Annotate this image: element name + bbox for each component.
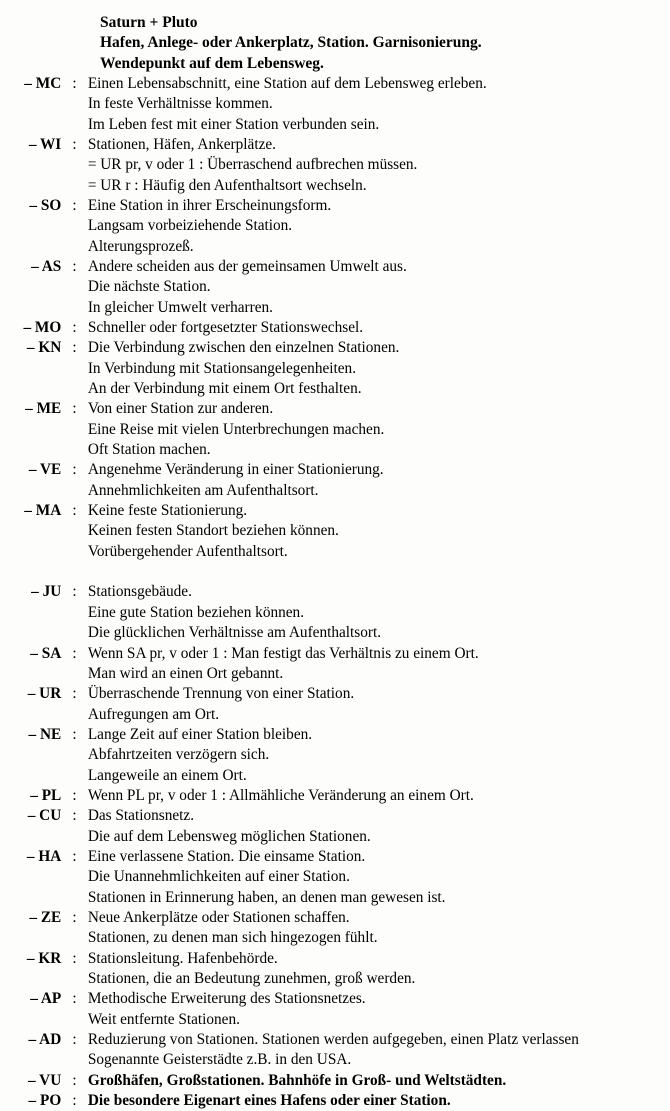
entry-colon: : [72, 1071, 77, 1089]
entry-text-line: Sogenannte Geisterstädte z.B. in den USA. [87, 1051, 352, 1069]
entry-text-line: Stationen, die an Bedeutung zunehmen, groß werden. [87, 970, 416, 988]
entry-colon: : [72, 400, 77, 418]
entry-key: – SA [30, 644, 62, 662]
table-row [0, 1091, 670, 1111]
entry-text-line: Abfahrtzeiten verzögern sich. [87, 746, 270, 764]
entry-text-line: Angenehme Veränderung in einer Stationierung. [87, 461, 384, 479]
entry-text-line: In feste Verhältnisse kommen. [87, 95, 273, 113]
entry-text-line: In Verbindung mit Stationsangelegenheiten. [87, 359, 357, 377]
page-title [0, 0, 670, 74]
entry-key: – WI [28, 135, 62, 153]
entry-text-line: Langsam vorbeiziehende Station. [87, 217, 293, 235]
entry-text-line: = UR r : Häufig den Aufenthaltsort wechseln. [87, 176, 367, 194]
title-line-1: Saturn + Pluto [100, 14, 198, 31]
entry-text [88, 786, 670, 806]
entry-text [88, 949, 670, 990]
entry-text-line: Methodische Erweiterung des Stationsnetzes. [87, 990, 366, 1008]
entry-text [88, 847, 670, 908]
entry-text [88, 989, 670, 1030]
entry-colon: : [72, 461, 77, 479]
table-row [0, 786, 670, 806]
entry-text-line: Die glücklichen Verhältnisse am Aufenthaltsort. [87, 624, 382, 642]
table-row [0, 196, 670, 257]
entry-text-line: Reduzierung von Stationen. Stationen werden aufgegeben, einen Platz verlassen [87, 1031, 579, 1049]
entry-text-line: Stationsleitung. Hafenbehörde. [87, 949, 278, 967]
table-row [0, 501, 670, 562]
table-row [0, 684, 670, 725]
entry-text-line: Weit entfernte Stationen. [87, 1010, 240, 1028]
table-row [0, 949, 670, 990]
entry-key: – ME [25, 400, 62, 418]
entry-text [88, 908, 670, 949]
entry-spacer-cell [0, 562, 670, 582]
entry-text-line: Einen Lebensabschnitt, eine Station auf dem Lebensweg erleben. [87, 74, 487, 92]
entry-text-line: Keine feste Stationierung. [87, 502, 248, 520]
entry-text-line: Schneller oder fortgesetzter Stationswechsel. [87, 319, 364, 337]
entry-text [88, 74, 670, 135]
table-row [0, 318, 670, 338]
entry-text [88, 684, 670, 725]
entry-colon: : [72, 725, 77, 743]
entry-colon: : [72, 1031, 77, 1049]
entry-colon: : [72, 583, 77, 601]
entry-key: – AD [28, 1031, 62, 1049]
entry-text [88, 725, 670, 786]
entry-colon: : [72, 1092, 77, 1110]
entry-text-line: Stationen in Erinnerung haben, an denen man gewesen ist. [87, 888, 446, 906]
entry-text [88, 582, 670, 643]
table-row [0, 1030, 670, 1071]
entry-text-line: Man wird an einen Ort gebannt. [87, 664, 284, 682]
entry-colon: : [72, 949, 77, 967]
table-row [0, 847, 670, 908]
entry-text-line: = UR pr, v oder 1 : Überraschend aufbrechen müssen. [87, 156, 418, 174]
entry-colon: : [72, 74, 77, 92]
title-line-2: Hafen, Anlege- oder Ankerplatz, Station. Garnisonierung. [100, 34, 482, 52]
table-row [0, 806, 670, 847]
entry-text [88, 318, 670, 338]
title-line-3: Wendepunkt auf dem Lebensweg. [100, 54, 324, 72]
entry-key: – MC [24, 74, 62, 92]
entry-text-line: In gleicher Umwelt verharren. [87, 298, 273, 316]
entry-text-line: Oft Station machen. [87, 441, 211, 459]
table-row [0, 989, 670, 1030]
entry-colon: : [72, 135, 77, 153]
entry-text [88, 501, 670, 562]
entry-colon: : [72, 502, 77, 520]
entry-text-line: Langeweile an einem Ort. [87, 766, 247, 784]
table-row [0, 582, 670, 643]
entry-text-line: Im Leben fest mit einer Station verbunden sein. [87, 115, 380, 133]
entry-key: – CU [27, 807, 62, 825]
entry-text [88, 338, 670, 399]
entry-text [88, 806, 670, 847]
table-row [0, 74, 670, 135]
entry-key: – PO [28, 1092, 62, 1110]
entry-colon: : [72, 339, 77, 357]
table-row [0, 460, 670, 501]
entry-text [88, 460, 670, 501]
entry-text [88, 1091, 670, 1111]
entry-colon: : [72, 847, 77, 865]
entry-text [88, 399, 670, 460]
entry-colon: : [72, 908, 77, 926]
entry-text-line: Das Stationsnetz. [87, 807, 195, 825]
entry-key: – MA [24, 502, 62, 520]
entry-text-line: Wenn SA pr, v oder 1 : Man festigt das Verhältnis zu einem Ort. [87, 644, 479, 662]
entry-key: – UR [27, 685, 62, 703]
entry-colon: : [72, 786, 77, 804]
entry-key: – MO [23, 319, 62, 337]
entry-key: – HA [26, 847, 62, 865]
entry-text-line: Lange Zeit auf einer Station bleiben. [87, 725, 313, 743]
entry-text [88, 135, 670, 196]
table-row [0, 908, 670, 949]
entry-key: – AS [31, 257, 62, 275]
entry-key: – VU [27, 1071, 62, 1089]
entry-text-line: Stationsgebäude. [87, 583, 192, 601]
table-row [0, 1071, 670, 1091]
entry-key: – KN [26, 339, 62, 357]
entry-key: – ZE [29, 908, 62, 926]
entry-key: – PL [30, 786, 62, 804]
entry-text-line: Eine verlassene Station. Die einsame Station. [87, 847, 366, 865]
entry-key: – SO [29, 196, 62, 214]
entry-text-line: Von einer Station zur anderen. [87, 400, 274, 418]
entry-colon: : [72, 990, 77, 1008]
entry-text-line: Stationen, zu denen man sich hingezogen fühlt. [87, 929, 378, 947]
entry-text [88, 1030, 670, 1071]
entry-text-line: Die nächste Station. [87, 278, 211, 296]
entry-text-line: Stationen, Häfen, Ankerplätze. [87, 135, 276, 153]
entry-colon: : [72, 196, 77, 214]
entry-colon: : [72, 319, 77, 337]
table-row [0, 644, 670, 685]
entry-colon: : [72, 685, 77, 703]
entry-text [88, 644, 670, 685]
entry-colon: : [72, 644, 77, 662]
entry-text-line: Annehmlichkeiten am Aufenthaltsort. [87, 481, 319, 499]
entry-text [88, 1071, 670, 1091]
entry-text-line: Vorübergehender Aufenthaltsort. [87, 542, 288, 560]
entry-spacer [0, 562, 670, 582]
table-row [0, 338, 670, 399]
table-row [0, 257, 670, 318]
entry-colon: : [72, 807, 77, 825]
entry-text-line: Die besondere Eigenart eines Hafens oder einer Station. [87, 1092, 451, 1110]
table-row [0, 135, 670, 196]
entry-text-line: Alterungsprozeß. [87, 237, 194, 255]
entry-text-line: Überraschende Trennung von einer Station. [87, 685, 355, 703]
entry-key: – JU [31, 583, 62, 601]
entry-text-line: Neue Ankerplätze oder Stationen schaffen. [87, 908, 350, 926]
entry-key: – KR [26, 949, 62, 967]
entry-text [88, 196, 670, 257]
entry-colon: : [72, 257, 77, 275]
entry-text-line: Die auf dem Lebensweg möglichen Stationen. [87, 827, 371, 845]
entry-text-line: Eine Reise mit vielen Unterbrechungen machen. [87, 420, 385, 438]
entry-text-line: Andere scheiden aus der gemeinsamen Umwelt aus. [87, 257, 407, 275]
entry-text [88, 257, 670, 318]
entry-text-line: Wenn PL pr, v oder 1 : Allmähliche Veränderung an einem Ort. [87, 786, 474, 804]
entry-text-line: Keinen festen Standort beziehen können. [87, 522, 339, 540]
entry-key: – VE [28, 461, 62, 479]
entry-text-line: Die Unannehmlichkeiten auf einer Station. [87, 868, 350, 886]
entry-text-line: Eine gute Station beziehen können. [87, 603, 305, 621]
entry-key: – AP [30, 990, 62, 1008]
entry-text-line: An der Verbindung mit einem Ort festhalten. [87, 380, 362, 398]
entry-text-line: Aufregungen am Ort. [87, 705, 220, 723]
entry-text-line: Die Verbindung zwischen den einzelnen Stationen. [87, 339, 400, 357]
entry-text-line: Großhäfen, Großstationen. Bahnhöfe in Groß- und Weltstädten. [87, 1071, 507, 1089]
entry-text-line: Eine Station in ihrer Erscheinungsform. [87, 196, 332, 214]
entry-table [0, 74, 670, 1111]
table-row [0, 399, 670, 460]
table-row [0, 725, 670, 786]
entry-key: – NE [28, 725, 62, 743]
